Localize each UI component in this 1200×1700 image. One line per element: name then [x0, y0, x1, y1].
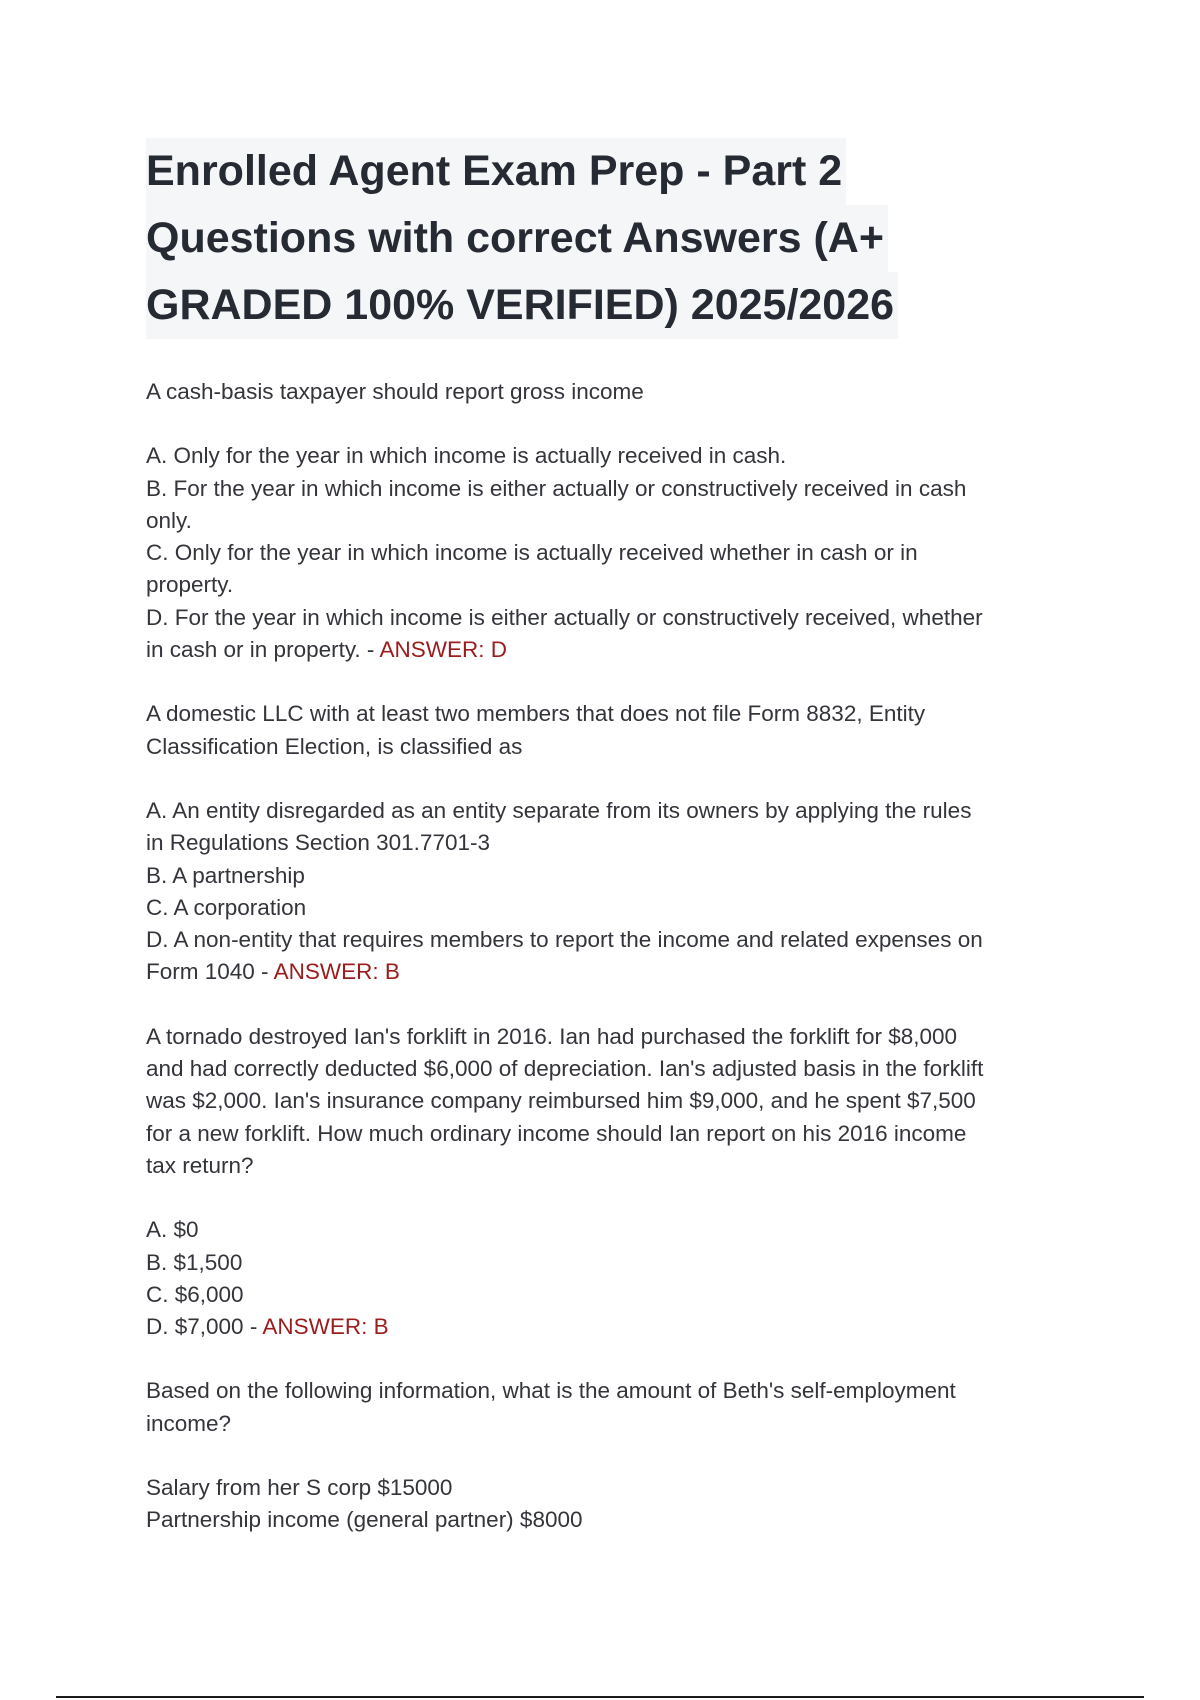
- option-line: D. For the year in which income is either actually or constructively received, whether: [146, 604, 983, 630]
- option-line: in Regulations Section 301.7701-3: [146, 830, 490, 856]
- option-line: [146, 634, 1066, 666]
- text-line: tax return?: [146, 1152, 254, 1178]
- question-stem: [146, 1375, 1066, 1440]
- option-line: C. $6,000: [146, 1281, 244, 1307]
- text-line: A tornado destroyed Ian's forklift in 2016. Ian had purchased the forklift for $8,000: [146, 1023, 958, 1049]
- option-line: only.: [146, 507, 192, 533]
- option-line: B. For the year in which income is either actually or constructively received in cash: [146, 475, 967, 501]
- title-line: Questions with correct Answers (A+: [146, 205, 888, 272]
- question-details: [146, 1472, 1066, 1537]
- answer-label: ANSWER: D: [379, 637, 507, 663]
- text-line: was $2,000. Ian's insurance company reimbursed him $9,000, and he spent $7,500: [146, 1088, 976, 1114]
- document-body: [146, 376, 1066, 1569]
- answer-options: [146, 1214, 1066, 1343]
- option-line: property.: [146, 572, 234, 598]
- text-line: and had correctly deducted $6,000 of depreciation. Ian's adjusted basis in the forklift: [146, 1056, 984, 1082]
- option-text: Form 1040 -: [146, 959, 274, 985]
- option-line: A. An entity disregarded as an entity separate from its owners by applying the rules: [146, 797, 972, 823]
- title-line: Enrolled Agent Exam Prep - Part 2: [146, 138, 846, 205]
- text-line: for a new forklift. How much ordinary income should Ian report on his 2016 income: [146, 1120, 967, 1146]
- option-text: in cash or in property. -: [146, 637, 380, 663]
- page-bottom-rule: [56, 1696, 1144, 1698]
- text-line: Based on the following information, what is the amount of Beth's self-employment: [146, 1378, 956, 1404]
- answer-label: ANSWER: B: [262, 1314, 389, 1340]
- detail-line: Partnership income (general partner) $8000: [146, 1507, 583, 1533]
- option-text: D. $7,000 -: [146, 1314, 263, 1340]
- option-line: C. Only for the year in which income is actually received whether in cash or in: [146, 540, 918, 566]
- option-line: B. A partnership: [146, 862, 305, 888]
- title-line: GRADED 100% VERIFIED) 2025/2026: [146, 272, 898, 339]
- option-line: C. A corporation: [146, 894, 307, 920]
- text-line: Classification Election, is classified as: [146, 733, 523, 759]
- question-stem: [146, 698, 1066, 763]
- document-title: [146, 138, 1046, 339]
- option-line: A. Only for the year in which income is actually received in cash.: [146, 443, 787, 469]
- answer-options: [146, 795, 1066, 989]
- option-line: [146, 956, 1066, 988]
- text-line: income?: [146, 1410, 232, 1436]
- answer-options: [146, 440, 1066, 666]
- answer-label: ANSWER: B: [273, 959, 400, 985]
- option-line: [146, 1311, 1066, 1343]
- question-stem: [146, 1021, 1066, 1182]
- option-line: A. $0: [146, 1217, 199, 1243]
- text-line: A domestic LLC with at least two members that does not file Form 8832, Entity: [146, 701, 926, 727]
- option-line: D. A non-entity that requires members to report the income and related expenses on: [146, 927, 983, 953]
- text-line: A cash-basis taxpayer should report gross income: [146, 379, 644, 404]
- option-line: B. $1,500: [146, 1249, 243, 1275]
- detail-line: Salary from her S corp $15000: [146, 1475, 453, 1501]
- question-stem: [146, 376, 1066, 408]
